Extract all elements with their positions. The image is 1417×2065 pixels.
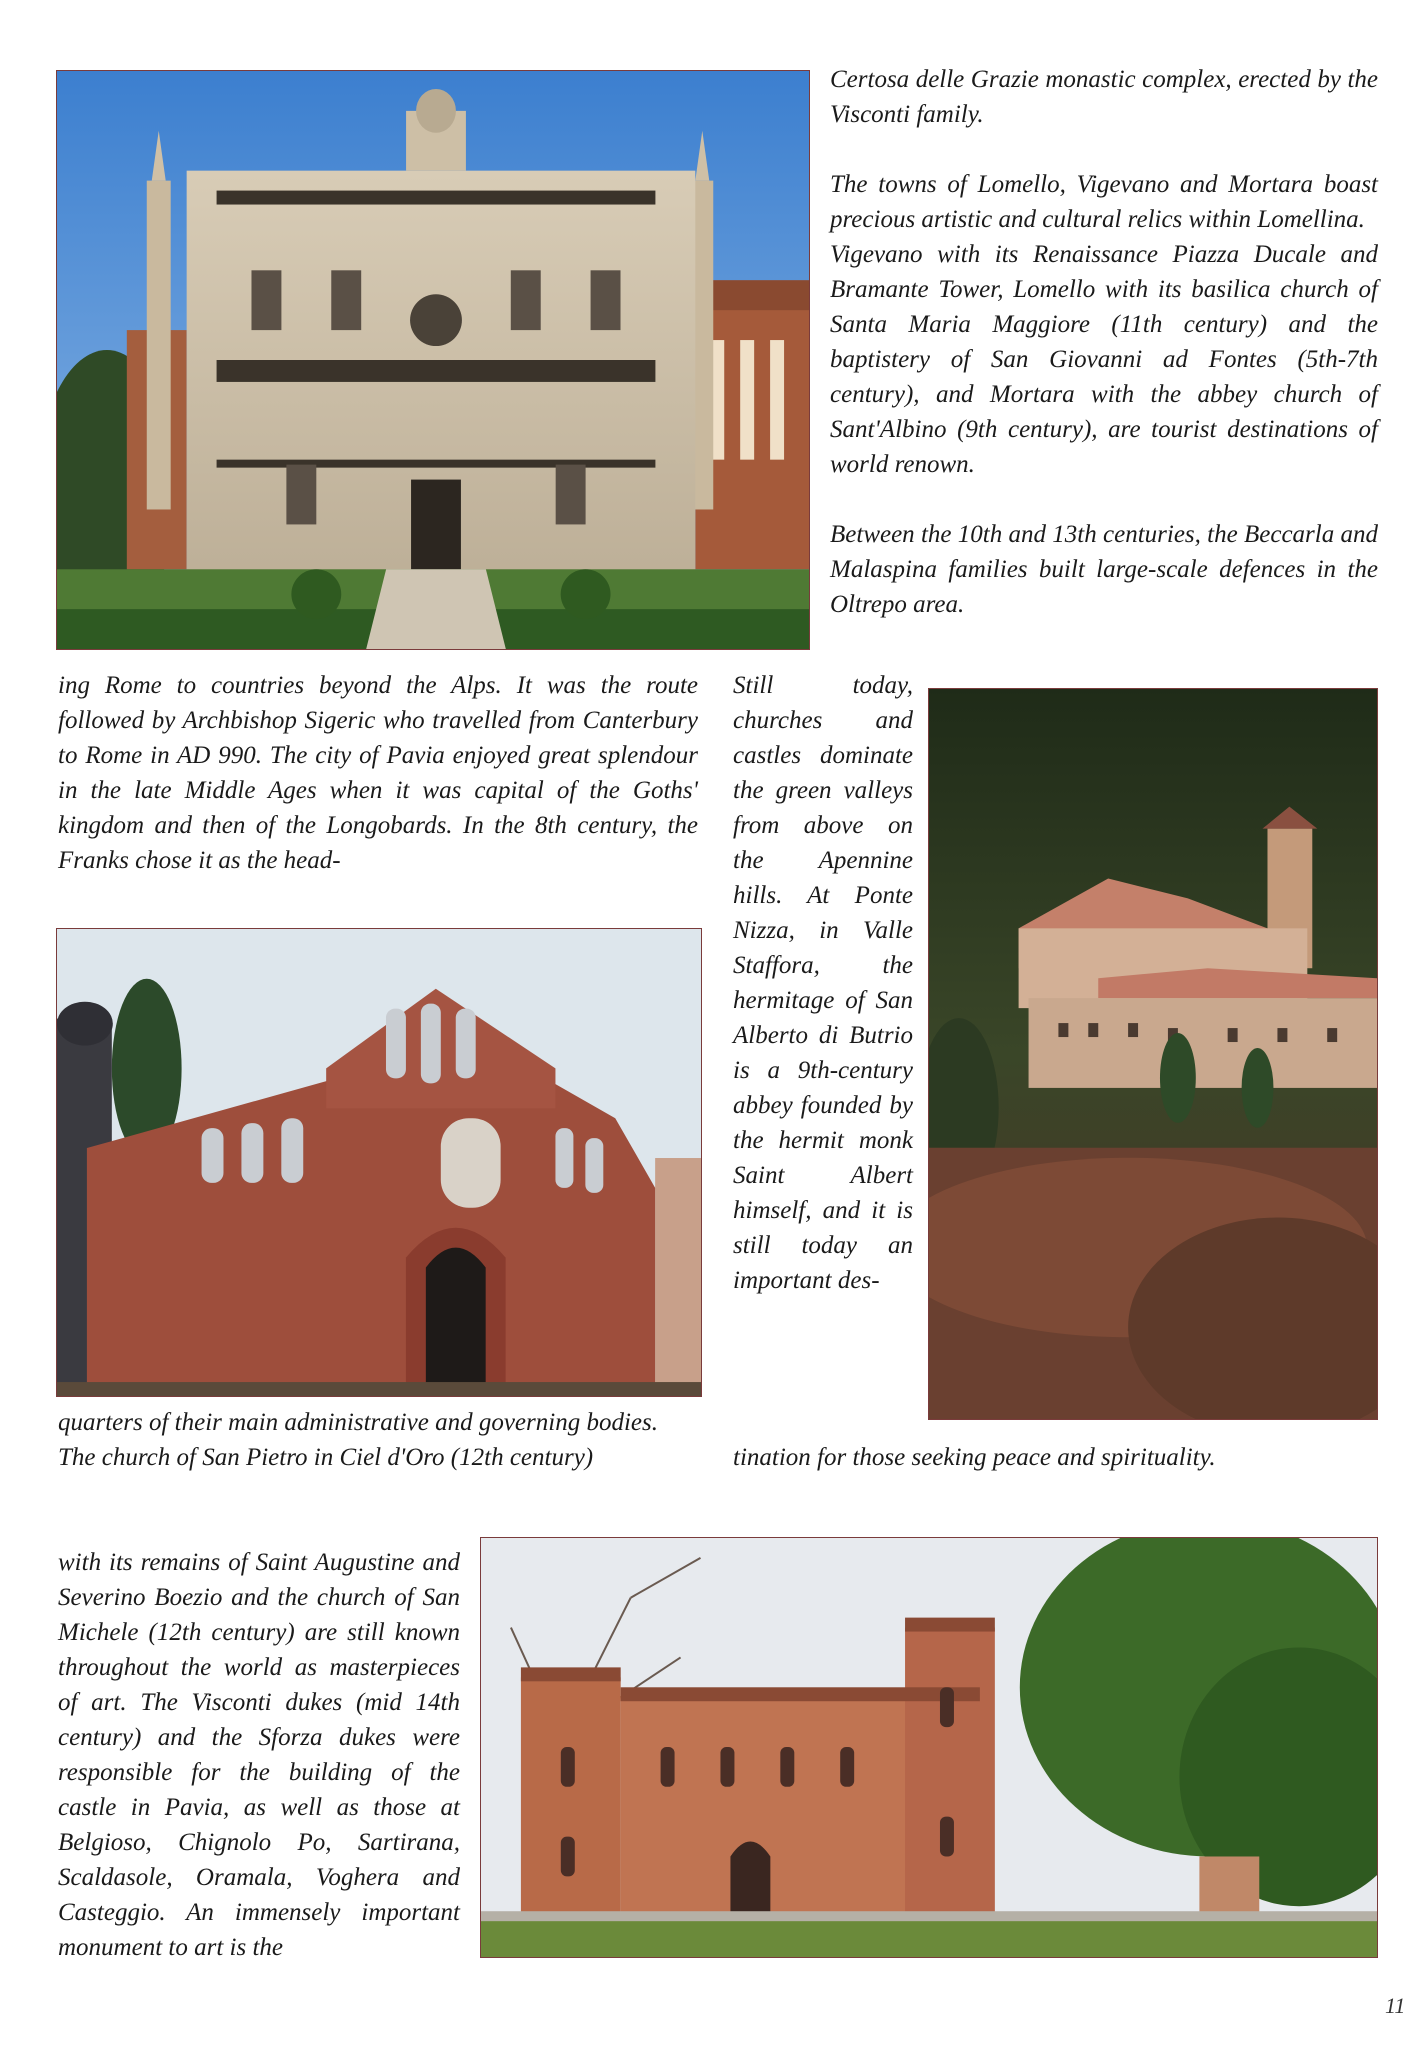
paragraph-vigevano: Vigevano with its Renaissance Piazza Ducale and Bramante Tower, Lomello with its basilica church of Santa Maria Maggiore (11th century) and the baptistery of San Giovanni ad Fontes (5th-7th century), and Mortara with the abbey church of Sant'Albino (9th century), are tourist destinations of world renown. — [830, 241, 1378, 478]
paragraph-hermitage: Still today, churches and castles dominate the green valleys from above on the Apennine hills. At Ponte Nizza, in Valle Staffora, the hermitage of San Alberto di Butrio is a 9th-century abbey founded by the hermit monk Saint Albert himself, and it is still today an important des- — [733, 672, 913, 1294]
paragraph-lomellina: The towns of Lomello, Vigevano and Mortara boast precious artistic and cultural relics within Lomellina. — [830, 171, 1378, 233]
left-column-lower-text — [58, 1405, 698, 1475]
certosa-facade-photo — [56, 70, 810, 650]
castle-photo — [480, 1537, 1378, 1958]
paragraph-san-pietro: The church of San Pietro in Ciel d'Oro (12th century) — [58, 1444, 594, 1471]
paragraph-hermitage-tail: tination for those seeking peace and spirituality. — [733, 1444, 1216, 1471]
narrow-column-tail-text — [733, 1440, 1383, 1475]
paragraph-oltrepo: Between the 10th and 13th centuries, the Beccarla and Malaspina families built large-scale defences in the Oltrepo area. — [830, 521, 1378, 618]
left-column-middle-text — [58, 668, 698, 878]
hermitage-photo — [928, 688, 1378, 1420]
paragraph-quarters: quarters of their main administrative and governing bodies. — [58, 1409, 658, 1436]
brick-church-photo — [56, 928, 702, 1397]
paragraph-certosa: Certosa delle Grazie monastic complex, erected by the Visconti family. — [830, 66, 1378, 128]
paragraph-pavia-history: ing Rome to countries beyond the Alps. It was the route followed by Archbishop Sigeric who travelled from Canterbury to Rome in AD 990. The city of Pavia enjoyed great splendour in the late Middle Ages when it was capital of the Goths' kingdom and then of the Longobards. In the 8th century, the Franks chose it as the head- — [58, 672, 698, 874]
left-column-bottom-text — [58, 1545, 460, 1965]
page-number: 11 — [1385, 1993, 1406, 2018]
paragraph-masterpieces: with its remains of Saint Augustine and Severino Boezio and the church of San Michele (12th century) are still known throughout the world as masterpieces of art. The Visconti dukes (mid 14th century) and the Sforza dukes were responsible for the building of the castle in Pavia, as well as those at Belgioso, Chignolo Po, Sartirana, Scaldasole, Oramala, Voghera and Casteggio. An immensely important monument to art is the — [58, 1549, 460, 1961]
right-column-top-text — [830, 62, 1378, 622]
narrow-column-text — [733, 668, 913, 1298]
